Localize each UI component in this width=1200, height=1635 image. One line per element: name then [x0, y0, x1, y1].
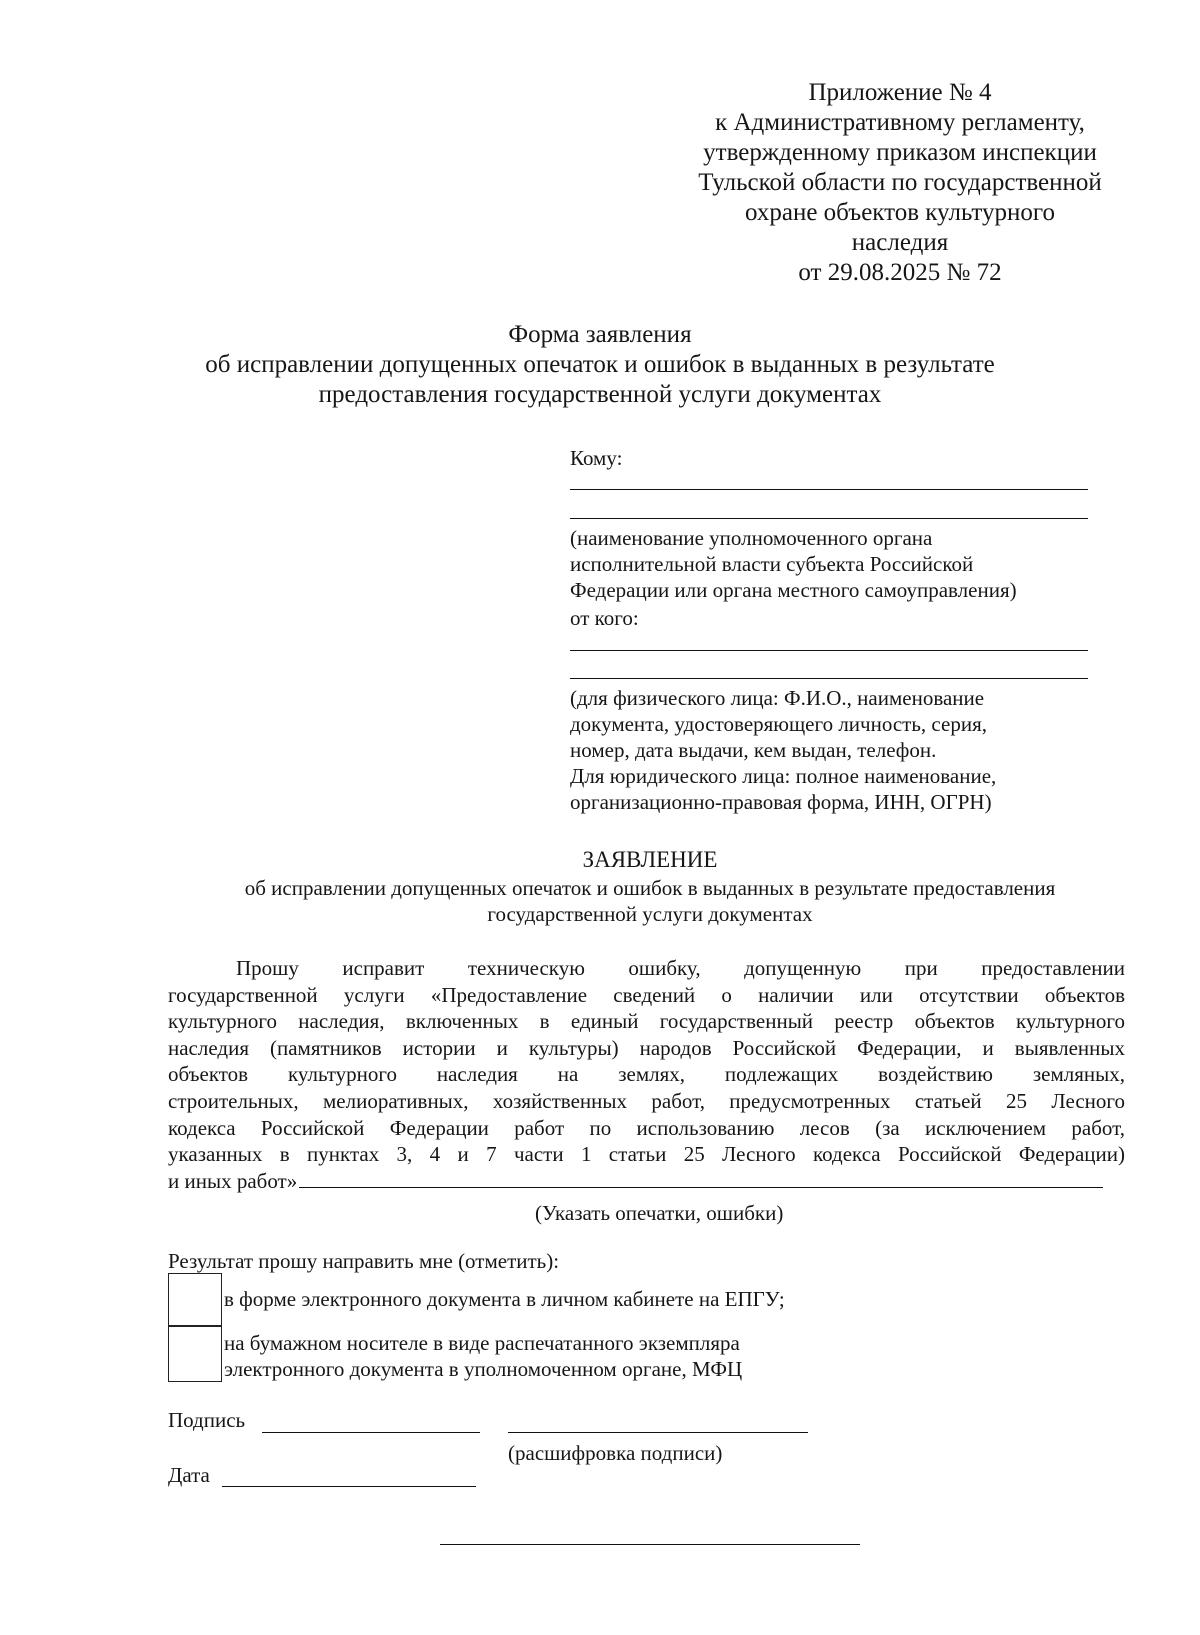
from-note-line: (для физического лица: Ф.И.О., наименование: [570, 686, 985, 710]
option-electronic-label: в форме электронного документа в личном кабинете на ЕПГУ;: [224, 1287, 785, 1311]
date-label: Дата: [168, 1463, 210, 1487]
form-title-line: предоставления государственной услуги документах: [318, 381, 882, 408]
attachment-line: охране объектов культурного: [744, 199, 1055, 226]
body-line: кодекса Российской Федерации работ по использованию лесов (за исключением работ,: [168, 1115, 1125, 1140]
from-note: [570, 685, 1090, 815]
body-line: наследия (памятников истории и культуры) народов Российской Федерации, и выявленных: [168, 1035, 1125, 1060]
statement-subtitle-line: государственной услуги документах: [487, 902, 813, 926]
signature-fill-line[interactable]: [262, 1432, 480, 1433]
body-last-text: и иных работ»: [168, 1168, 298, 1193]
attachment-line: Тульской области по государственной: [698, 169, 1102, 196]
electronic-checkbox[interactable]: [168, 1273, 222, 1326]
body-line: Прошу исправит техническую ошибку, допущенную при предоставлении: [236, 956, 1125, 980]
to-fill-line-1[interactable]: [570, 489, 1088, 490]
body-line: культурного наследия, включенных в единый государственный реестр объектов культурного: [168, 1009, 1125, 1034]
signature-decode-fill-line[interactable]: [508, 1432, 808, 1433]
from-note-line: организационно-правовая форма, ИНН, ОГРН): [570, 790, 992, 814]
attachment-header: [640, 78, 1160, 288]
from-note-line: документа, удостоверяющего личность, серия,: [570, 712, 987, 736]
to-label: Кому:: [570, 446, 623, 470]
from-fill-line-1[interactable]: [570, 650, 1088, 651]
option-paper-line: электронного документа в уполномоченном органе, МФЦ: [224, 1357, 743, 1381]
to-fill-line-2[interactable]: [570, 518, 1088, 519]
signature-decode-hint: (расшифровка подписи): [508, 1441, 723, 1465]
attachment-line: к Административному регламенту,: [715, 109, 1085, 136]
errors-hint: (Указать опечатки, ошибки): [535, 1201, 784, 1225]
paper-checkbox[interactable]: [168, 1326, 222, 1382]
body-line: строительных, мелиоративных, хозяйственных работ, предусмотренных статьей 25 Лесного: [168, 1088, 1125, 1113]
body-line: объектов культурного наследия на землях, подлежащих воздействию земляных,: [168, 1062, 1125, 1087]
body-line: государственной услуги «Предоставление сведений о наличии или отсутствии объектов: [168, 982, 1125, 1007]
form-title: [150, 320, 1050, 410]
statement-title: [170, 845, 1130, 927]
statement-heading: ЗАЯВЛЕНИЕ: [582, 847, 718, 872]
to-note: [570, 525, 1090, 603]
statement-subtitle-line: об исправлении допущенных опечаток и ошибок в выданных в результате предоставления: [244, 876, 1056, 900]
end-separator-line: [440, 1544, 860, 1545]
option-paper-label: [224, 1330, 742, 1382]
form-title-line: Форма заявления: [508, 321, 692, 348]
from-note-line: Для юридического лица: полное наименование,: [570, 764, 997, 788]
attachment-line: утвержденному приказом инспекции: [703, 139, 1097, 166]
to-note-line: Федерации или органа местного самоуправления): [570, 578, 1017, 602]
option-paper-line: на бумажном носителе в виде распечатанного экземпляра: [224, 1331, 740, 1355]
signature-label: Подпись: [168, 1408, 246, 1432]
from-fill-line-2[interactable]: [570, 678, 1088, 679]
date-fill-line[interactable]: [222, 1486, 476, 1487]
attachment-line: от 29.08.2025 № 72: [798, 259, 1002, 286]
errors-fill-line[interactable]: [299, 1169, 1103, 1188]
from-note-line: номер, дата выдачи, кем выдан, телефон.: [570, 738, 937, 762]
form-title-line: об исправлении допущенных опечаток и ошибок в выданных в результате: [205, 351, 995, 378]
result-label: Результат прошу направить мне (отметить):: [168, 1249, 560, 1273]
from-label: от кого:: [570, 606, 639, 630]
attachment-line: Приложение № 4: [808, 79, 992, 106]
to-note-line: исполнительной власти субъекта Российской: [570, 552, 974, 576]
body-line-last: [168, 1168, 1125, 1195]
body-line: указанных в пунктах 3, 4 и 7 части 1 статьи 25 Лесного кодекса Российской Федерации): [168, 1142, 1125, 1167]
statement-body: [168, 955, 1125, 1194]
attachment-line: наследия: [851, 229, 949, 256]
to-note-line: (наименование уполномоченного органа: [570, 526, 933, 550]
